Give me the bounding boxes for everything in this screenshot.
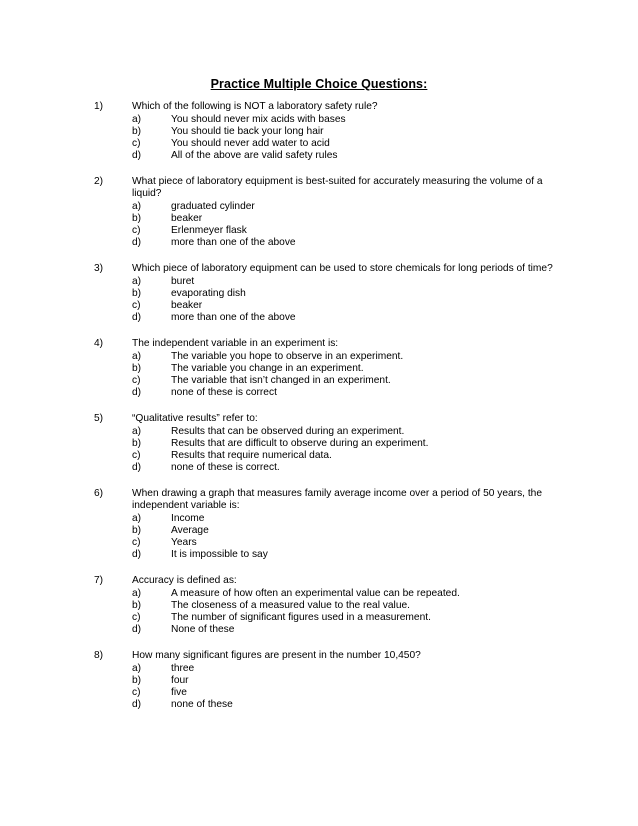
option-text: none of these xyxy=(171,699,233,710)
option-letter: c) xyxy=(132,138,141,149)
option-text: beaker xyxy=(171,300,203,311)
question-number: 5) xyxy=(94,413,104,424)
option-c xyxy=(0,450,638,462)
option-text: more than one of the above xyxy=(171,237,296,248)
option-text: None of these xyxy=(171,624,235,635)
option-letter: a) xyxy=(132,426,142,437)
option-text: four xyxy=(171,675,189,686)
option-b xyxy=(0,363,638,375)
question-text: When drawing a graph that measures family average income over a period of 50 years, the independent variable is: xyxy=(132,488,542,511)
option-letter: b) xyxy=(132,126,142,137)
option-text: The closeness of a measured value to the real value. xyxy=(171,600,410,611)
option-c xyxy=(0,612,638,624)
option-letter: d) xyxy=(132,150,142,161)
question-2 xyxy=(0,176,638,249)
option-letter: d) xyxy=(132,462,142,473)
question-8 xyxy=(0,650,638,711)
option-c xyxy=(0,687,638,699)
option-letter: c) xyxy=(132,300,141,311)
option-letter: a) xyxy=(132,351,142,362)
option-letter: b) xyxy=(132,288,142,299)
option-letter: d) xyxy=(132,387,142,398)
option-letter: a) xyxy=(132,663,142,674)
option-text: Results that are difficult to observe during an experiment. xyxy=(171,438,429,449)
option-text: You should tie back your long hair xyxy=(171,126,324,137)
option-a xyxy=(0,513,638,525)
option-letter: a) xyxy=(132,276,142,287)
question-1 xyxy=(0,101,638,162)
option-b xyxy=(0,675,638,687)
option-text: The variable you change in an experiment. xyxy=(171,363,364,374)
question-4 xyxy=(0,338,638,399)
option-d xyxy=(0,150,638,162)
option-c xyxy=(0,300,638,312)
question-number: 8) xyxy=(94,650,104,661)
option-text: You should never add water to acid xyxy=(171,138,330,149)
option-d xyxy=(0,312,638,324)
option-a xyxy=(0,426,638,438)
option-b xyxy=(0,288,638,300)
option-a xyxy=(0,114,638,126)
option-text: buret xyxy=(171,276,195,287)
option-text: Erlenmeyer flask xyxy=(171,225,247,236)
option-d xyxy=(0,237,638,249)
question-text: What piece of laboratory equipment is best-suited for accurately measuring the volume of a liquid? xyxy=(132,176,543,199)
option-text: Years xyxy=(171,537,197,548)
option-letter: d) xyxy=(132,624,142,635)
option-text: Results that can be observed during an experiment. xyxy=(171,426,405,437)
question-number: 1) xyxy=(94,101,104,112)
option-text: five xyxy=(171,687,187,698)
option-text: evaporating dish xyxy=(171,288,246,299)
option-letter: b) xyxy=(132,525,142,536)
question-text: The independent variable in an experiment is: xyxy=(132,338,339,349)
option-d xyxy=(0,387,638,399)
option-a xyxy=(0,276,638,288)
option-letter: b) xyxy=(132,213,142,224)
option-b xyxy=(0,600,638,612)
option-text: You should never mix acids with bases xyxy=(171,114,346,125)
option-letter: c) xyxy=(132,612,141,623)
option-text: none of these is correct xyxy=(171,387,277,398)
option-letter: b) xyxy=(132,363,142,374)
option-text: The variable you hope to observe in an experiment. xyxy=(171,351,404,362)
option-text: The number of significant figures used in a measurement. xyxy=(171,612,431,623)
option-text: Results that require numerical data. xyxy=(171,450,332,461)
option-d xyxy=(0,699,638,711)
option-a xyxy=(0,588,638,600)
option-b xyxy=(0,438,638,450)
option-text: graduated cylinder xyxy=(171,201,255,212)
option-text: more than one of the above xyxy=(171,312,296,323)
option-c xyxy=(0,375,638,387)
option-letter: a) xyxy=(132,513,142,524)
option-letter: c) xyxy=(132,687,141,698)
option-a xyxy=(0,201,638,213)
option-text: beaker xyxy=(171,213,203,224)
option-letter: c) xyxy=(132,450,141,461)
option-d xyxy=(0,624,638,636)
option-letter: a) xyxy=(132,114,142,125)
option-text: none of these is correct. xyxy=(171,462,280,473)
option-text: It is impossible to say xyxy=(171,549,268,560)
option-b xyxy=(0,126,638,138)
question-number: 2) xyxy=(94,176,104,187)
option-letter: a) xyxy=(132,588,142,599)
option-c xyxy=(0,537,638,549)
question-number: 4) xyxy=(94,338,104,349)
question-text: How many significant figures are present in the number 10,450? xyxy=(132,650,421,661)
option-text: A measure of how often an experimental value can be repeated. xyxy=(171,588,460,599)
question-text: Which of the following is NOT a laboratory safety rule? xyxy=(132,101,378,112)
question-text: Accuracy is defined as: xyxy=(132,575,237,586)
option-letter: c) xyxy=(132,537,141,548)
question-number: 3) xyxy=(94,263,104,274)
option-letter: b) xyxy=(132,675,142,686)
option-c xyxy=(0,225,638,237)
option-text: three xyxy=(171,663,195,674)
option-d xyxy=(0,462,638,474)
option-b xyxy=(0,525,638,537)
option-text: All of the above are valid safety rules xyxy=(171,150,338,161)
option-letter: a) xyxy=(132,201,142,212)
option-text: Average xyxy=(171,525,209,536)
option-b xyxy=(0,213,638,225)
option-a xyxy=(0,663,638,675)
option-letter: d) xyxy=(132,699,142,710)
question-5 xyxy=(0,413,638,474)
question-list xyxy=(0,101,638,725)
option-letter: b) xyxy=(132,600,142,611)
page-title: Practice Multiple Choice Questions: xyxy=(210,77,428,91)
option-letter: d) xyxy=(132,237,142,248)
question-number: 7) xyxy=(94,575,104,586)
option-letter: d) xyxy=(132,549,142,560)
option-letter: c) xyxy=(132,375,141,386)
option-text: The variable that isn’t changed in an experiment. xyxy=(171,375,391,386)
option-c xyxy=(0,138,638,150)
option-d xyxy=(0,549,638,561)
option-letter: b) xyxy=(132,438,142,449)
question-text: “Qualitative results” refer to: xyxy=(132,413,258,424)
option-text: Income xyxy=(171,513,205,524)
option-a xyxy=(0,351,638,363)
option-letter: c) xyxy=(132,225,141,236)
question-number: 6) xyxy=(94,488,104,499)
question-6 xyxy=(0,488,638,561)
question-7 xyxy=(0,575,638,636)
option-letter: d) xyxy=(132,312,142,323)
question-3 xyxy=(0,263,638,324)
question-text: Which piece of laboratory equipment can be used to store chemicals for long periods of time? xyxy=(132,263,553,274)
